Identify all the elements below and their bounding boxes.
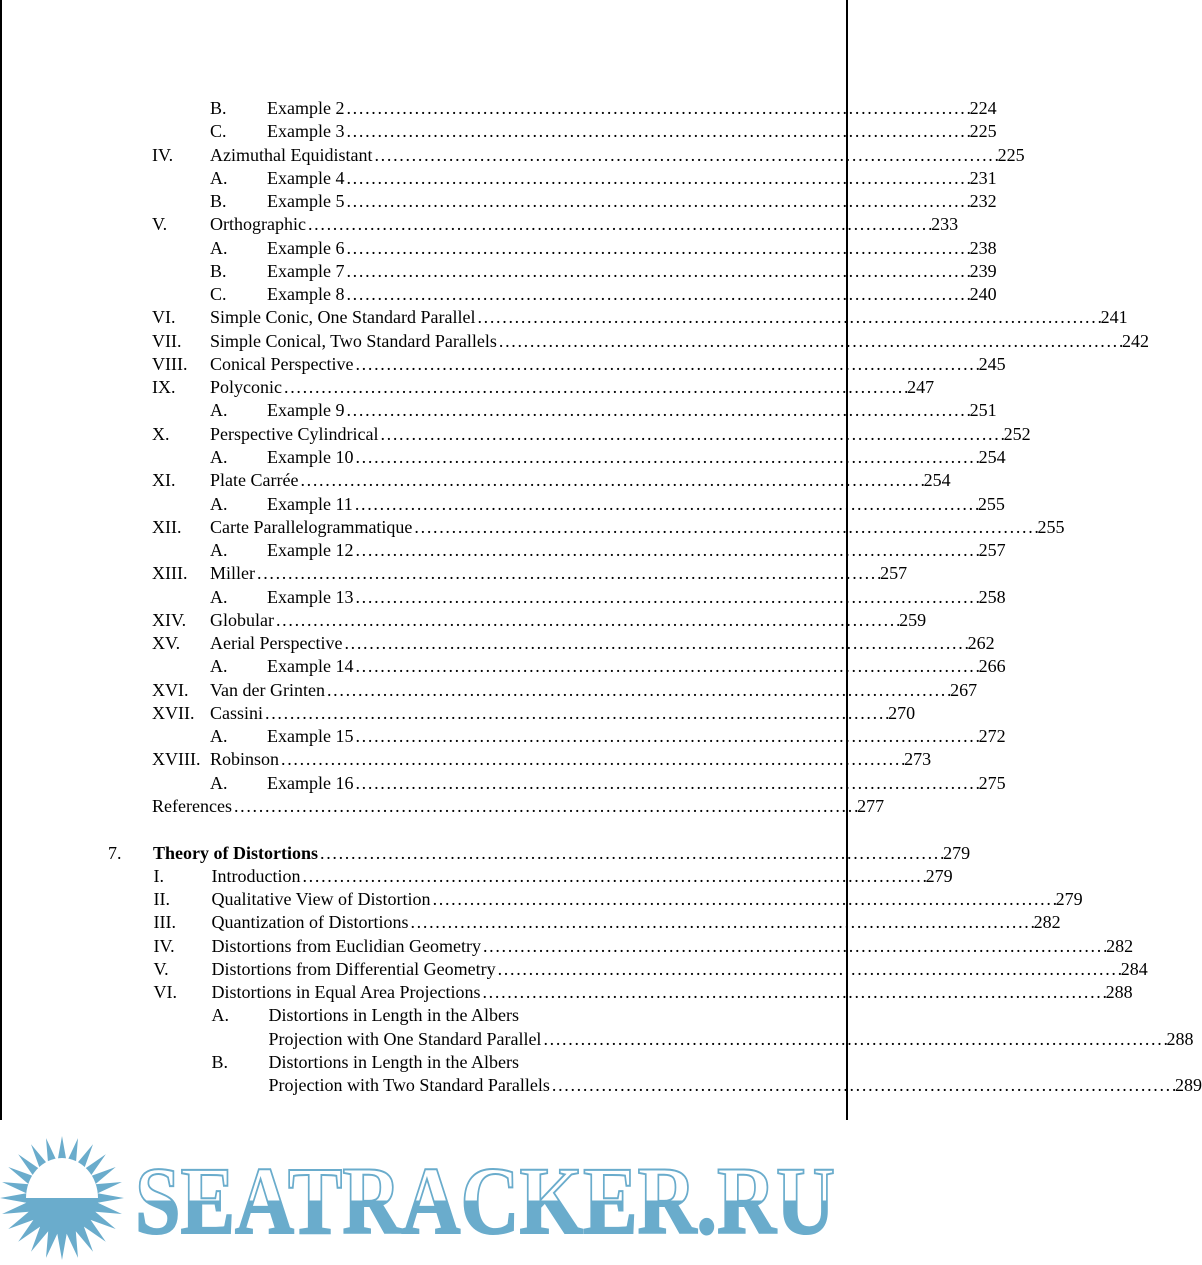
toc-entry — [0, 911, 1061, 934]
toc-entry-page: 238 — [969, 237, 997, 258]
dot-leader — [346, 260, 969, 283]
toc-entry — [0, 330, 1149, 353]
toc-entry-page: 288 — [1105, 982, 1133, 1003]
toc-entry-page: 279 — [925, 865, 953, 886]
toc-entry-number: A. — [210, 237, 228, 258]
dot-leader — [320, 842, 943, 865]
toc-entry — [0, 167, 997, 190]
toc-entry-title: Example 5 — [267, 191, 345, 212]
toc-entry-title: Simple Conic, One Standard Parallel — [210, 307, 476, 328]
toc-entry-page: 254 — [978, 446, 1006, 467]
toc-entry-title: Projection with Two Standard Parallels — [268, 1075, 550, 1096]
toc-entry — [0, 97, 997, 120]
toc-entry-title: Carte Parallelogrammatique — [210, 516, 413, 537]
toc-entry — [0, 679, 978, 702]
toc-entry-page: 232 — [969, 191, 997, 212]
toc-entry-page: 275 — [978, 772, 1006, 793]
toc-entry-page: 255 — [977, 493, 1005, 514]
toc-entry-number: V. — [153, 958, 169, 979]
dot-leader — [346, 97, 969, 120]
toc-entry — [0, 213, 959, 236]
toc-entry-link[interactable] — [267, 97, 997, 120]
dot-leader — [374, 144, 997, 167]
dot-leader — [410, 911, 1033, 934]
toc-entry-link[interactable] — [210, 748, 932, 771]
toc-entry-number: A. — [210, 772, 228, 793]
dot-leader — [543, 1028, 1166, 1051]
toc-entry-link[interactable] — [210, 516, 1065, 539]
dot-leader — [355, 446, 978, 469]
toc-entry-link[interactable] — [267, 190, 997, 213]
toc-entry-link[interactable] — [267, 539, 1006, 562]
toc-entry — [0, 795, 885, 818]
toc-entry-page: 242 — [1121, 330, 1149, 351]
dot-leader — [355, 353, 978, 376]
toc-entry-number: XI. — [152, 470, 176, 491]
toc-entry-page: 272 — [978, 726, 1006, 747]
toc-entry-number: A. — [210, 167, 228, 188]
toc-entry-title: Perspective Cylindrical — [210, 423, 379, 444]
toc-entry-link[interactable] — [210, 679, 978, 702]
dot-leader — [327, 679, 950, 702]
toc-entry-link[interactable] — [268, 1074, 1202, 1097]
toc-entry-link[interactable] — [267, 283, 997, 306]
toc-entry-title: Example 7 — [267, 260, 345, 281]
toc-entry — [0, 609, 927, 632]
dot-leader — [499, 330, 1122, 353]
toc-entry — [0, 562, 908, 585]
toc-entry-page: 279 — [1055, 889, 1083, 910]
toc-entry-title: Qualitative View of Distortion — [211, 889, 431, 910]
toc-entry-page: 251 — [969, 400, 997, 421]
toc-entry-link[interactable] — [210, 469, 951, 492]
toc-entry-page: 247 — [907, 377, 935, 398]
toc-entry-number: VIII. — [152, 353, 188, 374]
dot-leader — [346, 167, 969, 190]
toc-entry-page: 282 — [1106, 935, 1134, 956]
toc-entry-number: IX. — [152, 377, 176, 398]
toc-entry-page: 257 — [978, 540, 1006, 561]
dot-leader — [308, 213, 931, 236]
toc-entry-page: 257 — [880, 563, 908, 584]
toc-entry-page: 267 — [950, 679, 978, 700]
toc-entry — [0, 376, 935, 399]
toc-entry — [0, 702, 916, 725]
dot-leader — [552, 1074, 1175, 1097]
toc-entry-link[interactable] — [211, 911, 1061, 934]
toc-entry-title: Example 12 — [267, 540, 354, 561]
toc-entry-title: Van der Grinten — [210, 679, 325, 700]
toc-entry-link[interactable] — [267, 446, 1006, 469]
toc-entry-title: Projection with One Standard Parallel — [268, 1028, 542, 1049]
toc-entry — [0, 865, 953, 888]
toc-entry — [0, 958, 1148, 981]
toc-entry — [0, 1028, 1194, 1051]
toc-entry — [0, 399, 997, 422]
dot-leader — [414, 516, 1037, 539]
toc-entry-link[interactable] — [211, 865, 953, 888]
toc-entry — [0, 353, 1006, 376]
toc-entry-number: VI. — [153, 982, 177, 1003]
toc-entry — [0, 1004, 849, 1027]
toc-entry-page: 259 — [899, 609, 927, 630]
toc-entry — [0, 888, 1083, 911]
toc-entry — [0, 981, 1133, 1004]
dot-leader — [355, 586, 978, 609]
toc-entry-page: 270 — [888, 702, 916, 723]
dot-leader — [355, 493, 978, 516]
toc-entry — [0, 632, 995, 655]
toc-entry-link[interactable] — [267, 586, 1006, 609]
dot-leader — [380, 423, 1003, 446]
dot-leader — [346, 283, 969, 306]
toc-entry-page: 233 — [931, 214, 959, 235]
toc-entry — [0, 237, 997, 260]
toc-entry — [0, 725, 1006, 748]
toc-entry-title: Plate Carrée — [210, 470, 299, 491]
toc-entry-number: A. — [211, 1005, 229, 1026]
toc-entry-title: Example 13 — [267, 586, 354, 607]
dot-leader — [346, 120, 969, 143]
toc-entry-page: 289 — [1174, 1075, 1202, 1096]
toc-entry-number: XVII. — [152, 702, 195, 723]
toc-entry-page: 255 — [1037, 516, 1065, 537]
toc-entry-number: X. — [152, 423, 170, 444]
toc-entry-title: Globular — [210, 609, 274, 630]
toc-entry-page: 240 — [969, 284, 997, 305]
toc-entry-link[interactable] — [210, 702, 916, 725]
spacer — [0, 818, 849, 841]
dot-leader — [482, 981, 1105, 1004]
toc-entry-page: 254 — [923, 470, 951, 491]
toc-entry — [0, 446, 1006, 469]
toc-entry-title: Conical Perspective — [210, 353, 354, 374]
toc-entry-page: 284 — [1120, 958, 1148, 979]
toc-entry-number: XIV. — [152, 609, 187, 630]
toc-entry-title: Example 8 — [267, 284, 345, 305]
toc-entry-number: A. — [210, 400, 228, 421]
dot-leader — [433, 888, 1056, 911]
toc-entry — [0, 516, 1065, 539]
toc-entry — [0, 306, 1128, 329]
dot-leader — [344, 632, 967, 655]
toc-entry-page: 273 — [904, 749, 932, 770]
toc-entry-link[interactable] — [152, 795, 885, 818]
toc-entry — [0, 260, 997, 283]
toc-entry-page: 231 — [969, 167, 997, 188]
toc-entry-number: A. — [210, 446, 228, 467]
toc-entry-title: Distortions in Length in the Albers — [268, 1005, 519, 1026]
toc-entry-number: V. — [152, 214, 168, 235]
watermark-text: SEATRACKER.RU — [135, 1147, 835, 1254]
toc-entry-title: References — [152, 795, 232, 816]
toc-entry-title: Orthographic — [210, 214, 306, 235]
toc-entry-link[interactable] — [267, 493, 1005, 516]
toc-entry-page: 266 — [978, 656, 1006, 677]
toc-entry — [0, 539, 1006, 562]
toc-entry-link[interactable] — [267, 772, 1006, 795]
toc-entry-number: III. — [153, 912, 176, 933]
toc-entry-page: 288 — [1166, 1028, 1194, 1049]
dot-leader — [355, 655, 978, 678]
toc-entry-link[interactable] — [267, 120, 997, 143]
toc-entry-page: 224 — [969, 98, 997, 118]
dot-leader — [300, 469, 923, 492]
toc-entry-link[interactable] — [210, 144, 1025, 167]
toc-entry-number: II. — [153, 889, 170, 910]
dot-leader — [257, 562, 880, 585]
toc-entry-title: Polyconic — [210, 377, 282, 398]
toc-entry-link[interactable] — [211, 888, 1083, 911]
toc-entry-title: Simple Conical, Two Standard Parallels — [210, 330, 497, 351]
toc-entry-link[interactable] — [210, 376, 935, 399]
dot-leader — [276, 609, 899, 632]
toc-entry — [0, 190, 997, 213]
toc-entry-link[interactable] — [211, 981, 1133, 1004]
dot-leader — [498, 958, 1121, 981]
toc-entry-title: Theory of Distortions — [153, 842, 318, 863]
dot-leader — [346, 399, 969, 422]
dot-leader — [346, 190, 969, 213]
toc-entry-title: Aerial Perspective — [210, 633, 343, 654]
toc-entry-link[interactable] — [267, 260, 997, 283]
toc-entry-number: IV. — [153, 935, 175, 956]
toc-entry — [0, 772, 1006, 795]
toc-entry-number: A. — [210, 656, 228, 677]
toc-entry — [0, 469, 951, 492]
toc-entry-link[interactable] — [267, 725, 1006, 748]
toc-entry-link[interactable] — [210, 609, 927, 632]
dot-leader — [302, 865, 925, 888]
toc-entry-link[interactable] — [267, 399, 997, 422]
toc-entry-title: Example 9 — [267, 400, 345, 421]
toc-entry-page: 225 — [969, 121, 997, 142]
seatracker-watermark-logo — [0, 1130, 849, 1265]
toc-entry — [0, 1074, 1202, 1097]
toc-entry-number: 7. — [108, 842, 122, 863]
toc-entry-link[interactable] — [210, 353, 1006, 376]
toc-entry — [0, 144, 1025, 167]
toc-entry-title: Example 2 — [267, 98, 345, 118]
toc-entry-number: XVIII. — [152, 749, 201, 770]
toc-entry-page: 258 — [978, 586, 1006, 607]
toc-entry-number: B. — [210, 98, 227, 118]
toc-entry-page: 262 — [967, 633, 995, 654]
toc-entry-title: Example 6 — [267, 237, 345, 258]
dot-leader — [355, 772, 978, 795]
toc-entry-title: Distortions in Equal Area Projections — [211, 982, 481, 1003]
toc-entry-link[interactable] — [210, 306, 1128, 329]
toc-entry-number: I. — [153, 865, 164, 886]
toc-entry — [0, 748, 932, 771]
toc-entry-title: Distortions in Length in the Albers — [268, 1051, 519, 1072]
toc-entry-page: 282 — [1033, 912, 1061, 933]
toc-entry — [0, 655, 1006, 678]
toc-entry-number: B. — [211, 1051, 229, 1072]
toc-entry-title: Example 4 — [267, 167, 345, 188]
toc-entry-number: XII. — [152, 516, 182, 537]
toc-entry-title: Distortions from Differential Geometry — [211, 958, 496, 979]
toc-entry-link[interactable] — [210, 423, 1031, 446]
toc-entry-number: A. — [210, 540, 228, 561]
toc-entry-number: B. — [210, 260, 227, 281]
toc-entry-page: 241 — [1100, 307, 1128, 328]
toc-entry-page: 277 — [857, 795, 885, 816]
toc-entry-link[interactable] — [210, 213, 959, 236]
toc-entry-page: 252 — [1003, 423, 1031, 444]
toc-entry — [0, 423, 1031, 446]
dot-leader — [483, 935, 1106, 958]
toc-entry-link[interactable] — [267, 237, 997, 260]
sun-icon — [0, 1136, 124, 1260]
toc-entry-number: A. — [210, 586, 228, 607]
toc-entry-number: C. — [210, 121, 227, 142]
toc-entry-title: Cassini — [210, 702, 264, 723]
dot-leader — [355, 725, 978, 748]
toc-entry-page: 239 — [969, 260, 997, 281]
toc-entry-page: 225 — [997, 144, 1025, 165]
toc-entry-title: Example 16 — [267, 772, 354, 793]
toc-entry-title: Miller — [210, 563, 255, 584]
toc-entry-number: XV. — [152, 633, 181, 654]
toc-entry-title: Introduction — [211, 865, 301, 886]
dot-leader — [284, 376, 907, 399]
toc-entry-link[interactable] — [211, 935, 1134, 958]
dot-leader — [265, 702, 888, 725]
toc-entry — [0, 935, 1134, 958]
toc-entry-title: Robinson — [210, 749, 280, 770]
toc-entry-number: C. — [210, 284, 227, 305]
toc-entry-title: Example 14 — [267, 656, 354, 677]
dot-leader — [281, 748, 904, 771]
toc-entry-number: VII. — [152, 330, 182, 351]
toc-entry-number: XVI. — [152, 679, 189, 700]
toc-entry-link[interactable] — [210, 632, 995, 655]
toc-entry-number: XIII. — [152, 563, 188, 584]
toc-entry-title: Example 3 — [267, 121, 345, 142]
toc-entry-title: Example 11 — [267, 493, 353, 514]
toc-entry-link[interactable] — [267, 167, 997, 190]
toc-entry — [0, 493, 1005, 516]
toc-entry-number: A. — [210, 726, 228, 747]
toc-entry-link[interactable] — [153, 842, 971, 865]
toc-entry-number: VI. — [152, 307, 176, 328]
dot-leader — [477, 306, 1100, 329]
sun-disc — [26, 1158, 98, 1198]
toc-entry-link[interactable] — [210, 330, 1149, 353]
toc-entry — [0, 586, 1006, 609]
toc-entry-title: Example 15 — [267, 726, 354, 747]
dot-leader — [234, 795, 857, 818]
toc-entry-title: Azimuthal Equidistant — [210, 144, 373, 165]
toc-entry-number: A. — [210, 493, 228, 514]
toc-entry-link[interactable] — [211, 958, 1148, 981]
toc-entry-title: Distortions from Euclidian Geometry — [211, 935, 481, 956]
toc-entry-title: Quantization of Distortions — [211, 912, 409, 933]
toc-entry-number: IV. — [152, 144, 174, 165]
dot-leader — [346, 237, 969, 260]
table-of-contents — [0, 97, 1202, 1097]
toc-entry-page: 279 — [943, 842, 971, 863]
dot-leader — [355, 539, 978, 562]
toc-entry-link[interactable] — [210, 562, 908, 585]
toc-entry — [0, 120, 997, 143]
toc-entry-number: B. — [210, 191, 227, 212]
toc-entry-title: Example 10 — [267, 446, 354, 467]
toc-entry — [0, 1051, 849, 1074]
toc-entry-link[interactable] — [268, 1028, 1194, 1051]
toc-entry — [0, 283, 997, 306]
toc-entry-page: 245 — [978, 353, 1006, 374]
toc-entry-link[interactable] — [267, 655, 1006, 678]
toc-entry — [0, 842, 971, 865]
